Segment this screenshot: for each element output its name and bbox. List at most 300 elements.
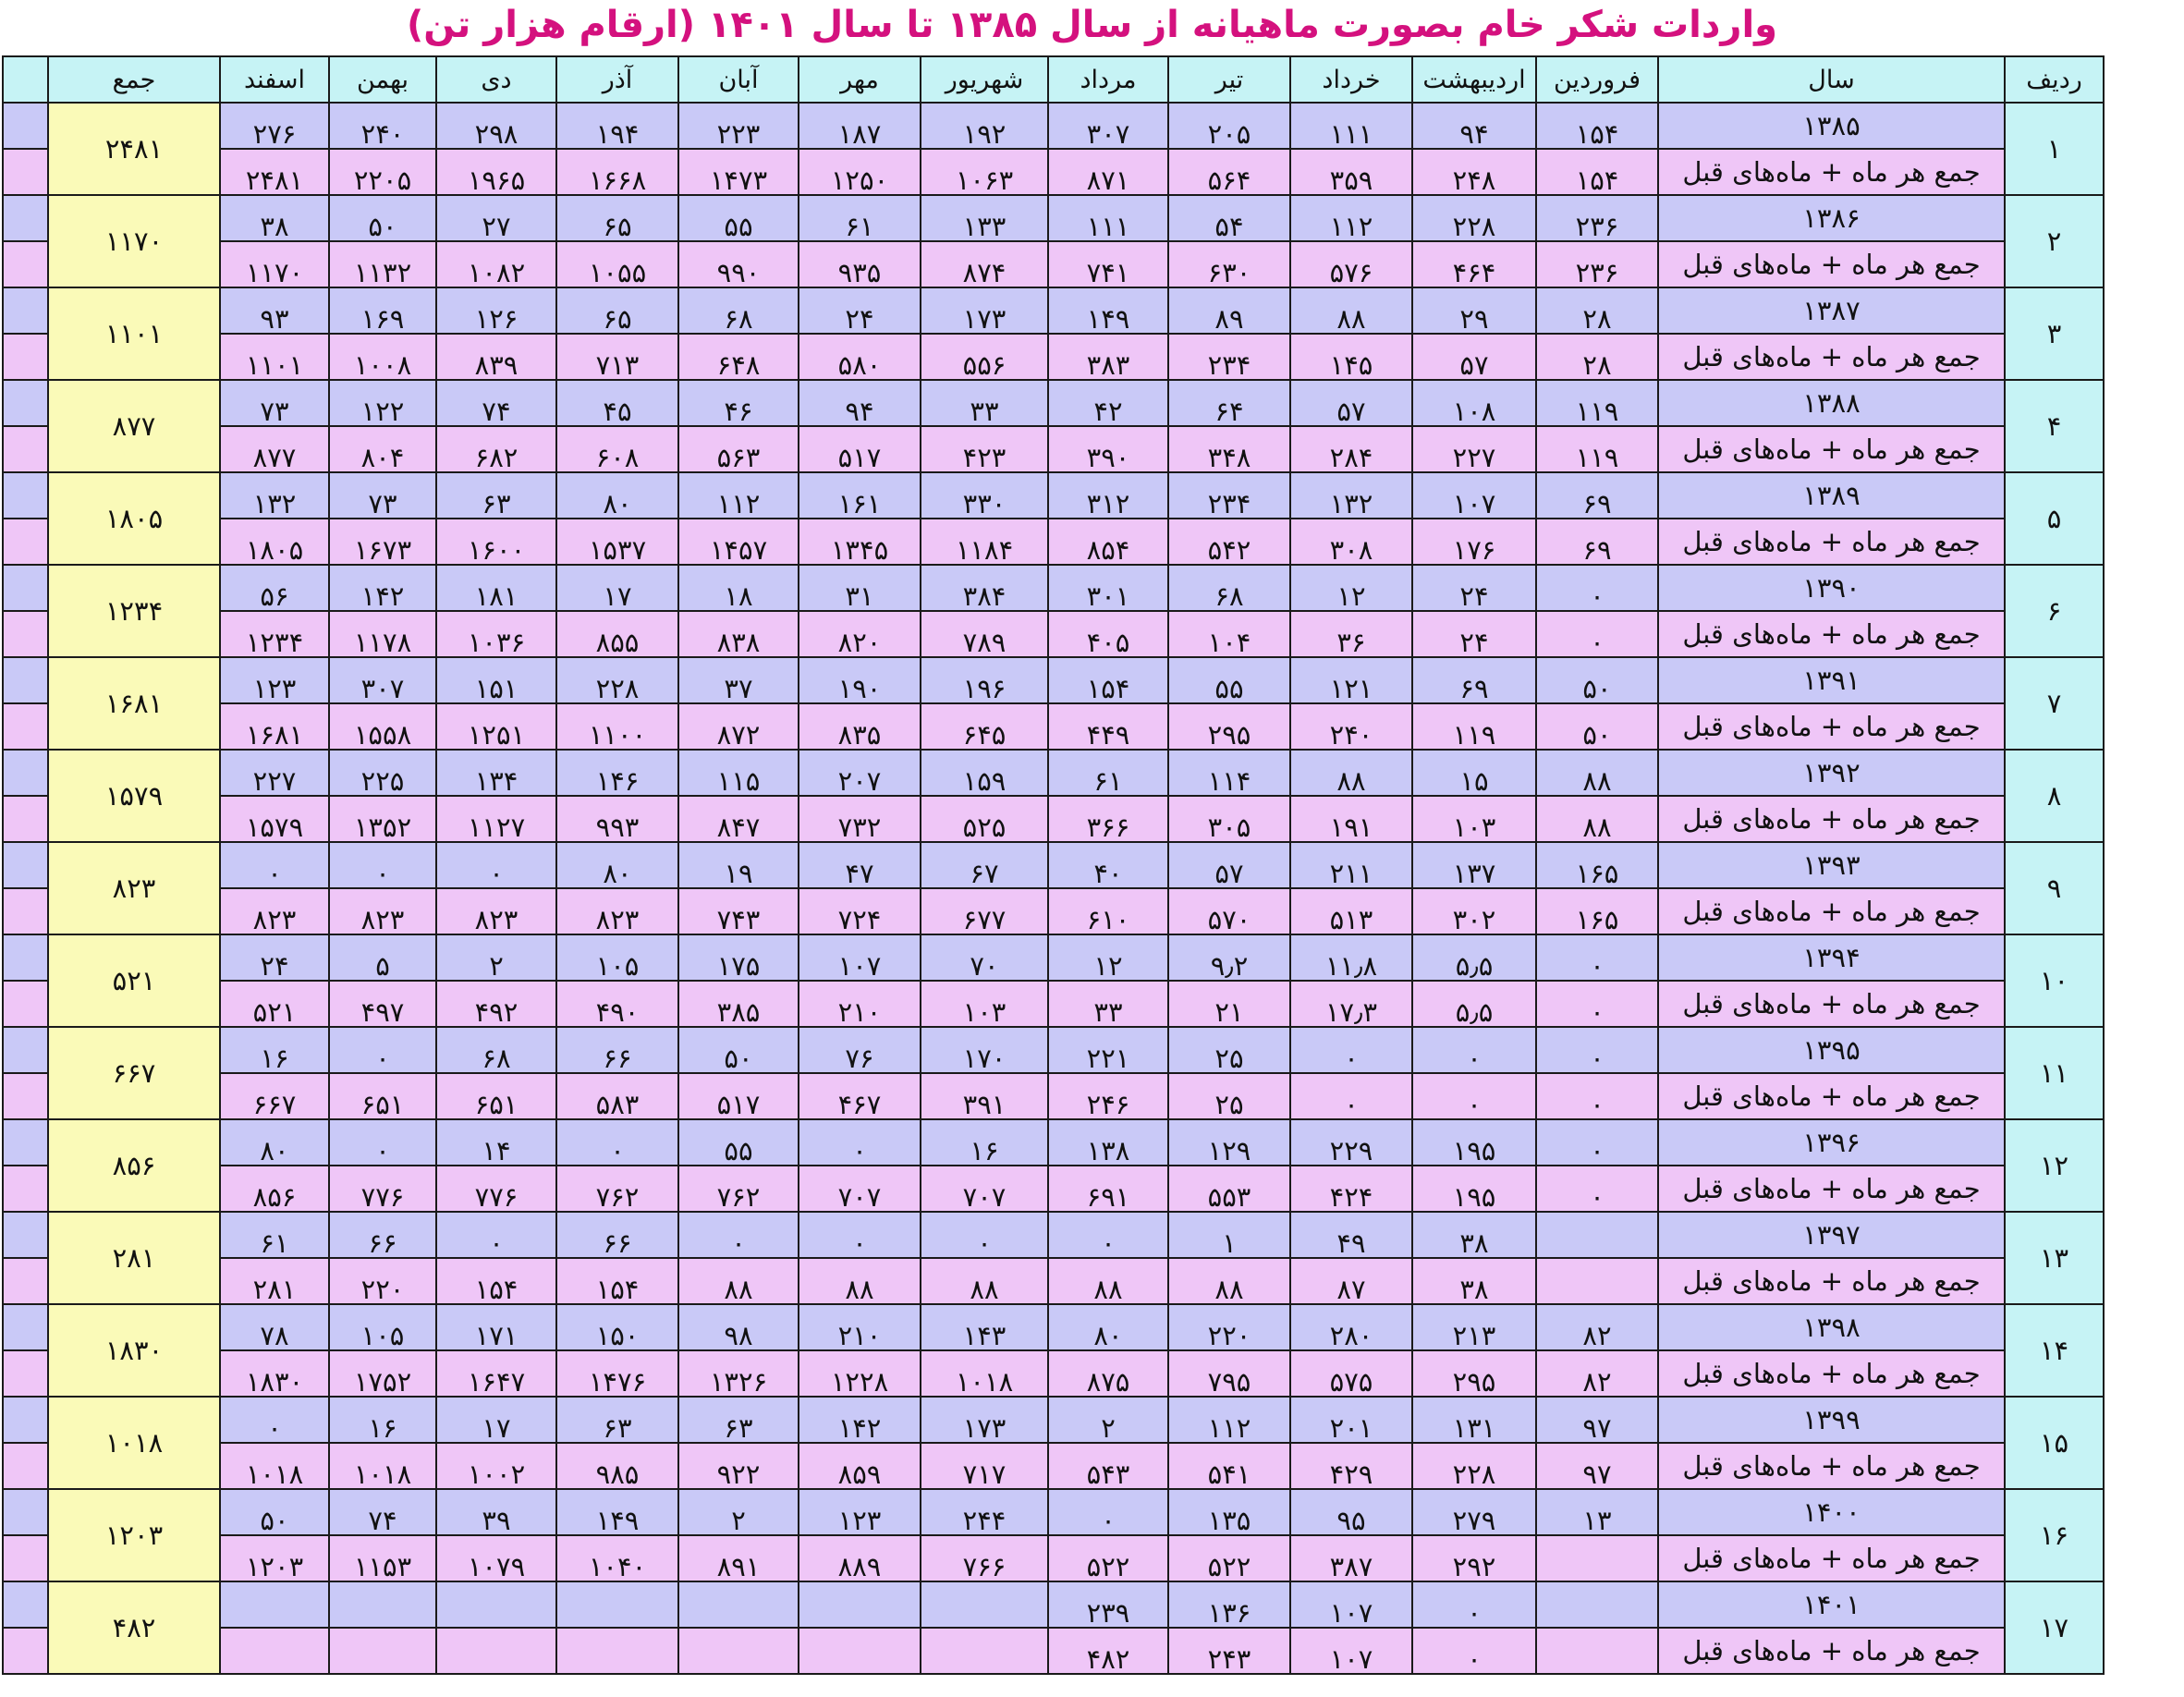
row-number-cell: ۱۰ <box>2005 934 2104 1027</box>
row-edge-cell <box>3 750 48 796</box>
monthly-value-cell: ۰ <box>1412 1027 1536 1073</box>
monthly-value-cell: ۰ <box>329 1027 436 1073</box>
monthly-value-cell: ۲۷۹ <box>1412 1489 1536 1535</box>
monthly-value-cell: ۱۳۲ <box>1290 472 1412 519</box>
header-month: مهر <box>799 56 921 103</box>
monthly-value-cell: ۱۰۵ <box>556 934 678 981</box>
header-month: اردیبهشت <box>1412 56 1536 103</box>
table-row-cumulative <box>3 241 2104 287</box>
cumulative-value-cell: ۱۹۵ <box>1412 1166 1536 1212</box>
row-edge-cell <box>3 1443 48 1489</box>
cumulative-value-cell: ۴۶۴ <box>1412 241 1536 287</box>
header-row-number: ردیف <box>2005 56 2104 103</box>
cumulative-value-cell: ۳۸ <box>1412 1258 1536 1304</box>
table-row-cumulative <box>3 1628 2104 1674</box>
table-row-year <box>3 1397 2104 1443</box>
cumulative-value-cell: ۱۴۵ <box>1290 334 1412 380</box>
monthly-value-cell: ۱۳۱ <box>1412 1397 1536 1443</box>
cumulative-value-cell: ۳۶ <box>1290 611 1412 657</box>
monthly-value-cell: ۲۲۷ <box>220 750 329 796</box>
monthly-value-cell: ۲۳۴ <box>1168 472 1290 519</box>
cumulative-value-cell: ۵۸۰ <box>799 334 921 380</box>
cumulative-value-cell: ۱۵۴ <box>1536 149 1658 195</box>
row-edge-cell <box>3 611 48 657</box>
header-row <box>3 56 2104 103</box>
cumulative-value-cell: ۱۱۷۰ <box>220 241 329 287</box>
monthly-value-cell: ۱۳۲ <box>220 472 329 519</box>
header-month: اسفند <box>220 56 329 103</box>
cumulative-value-cell: ۸۹۱ <box>678 1535 799 1581</box>
header-month: مرداد <box>1048 56 1168 103</box>
year-cell: ۱۳۹۳ <box>1658 842 2005 888</box>
total-cell: ۶۶۷ <box>48 1027 220 1119</box>
cumulative-value-cell: ۱۰۷۹ <box>436 1535 556 1581</box>
row-number-cell: ۱۵ <box>2005 1397 2104 1489</box>
monthly-value-cell: ۷۰ <box>921 934 1048 981</box>
cumulative-value-cell: ۷۱۷ <box>921 1443 1048 1489</box>
year-cell: ۱۳۹۵ <box>1658 1027 2005 1073</box>
monthly-value-cell: ۱ <box>1168 1212 1290 1258</box>
monthly-value-cell: ۶۹ <box>1536 472 1658 519</box>
cumulative-value-cell: ۱۰۰۸ <box>329 334 436 380</box>
cumulative-label-cell: جمع هر ماه + ماه‌های قبل <box>1658 149 2005 195</box>
monthly-value-cell: ۲۴۰ <box>329 103 436 149</box>
year-cell: ۱۳۸۷ <box>1658 287 2005 334</box>
cumulative-value-cell: ۲۴۸۱ <box>220 149 329 195</box>
year-cell: ۱۳۸۹ <box>1658 472 2005 519</box>
monthly-value-cell: ۱۳ <box>1536 1489 1658 1535</box>
monthly-value-cell: ۶۶ <box>329 1212 436 1258</box>
row-edge-cell <box>3 380 48 426</box>
cumulative-value-cell: ۴۹۰ <box>556 981 678 1027</box>
monthly-value-cell: ۳۱۲ <box>1048 472 1168 519</box>
total-cell: ۸۷۷ <box>48 380 220 472</box>
cumulative-value-cell: ۳۶۶ <box>1048 796 1168 842</box>
monthly-value-cell: ۳۰۷ <box>329 657 436 703</box>
cumulative-value-cell: ۳۸۵ <box>678 981 799 1027</box>
cumulative-value-cell: ۹۹۰ <box>678 241 799 287</box>
cumulative-value-cell <box>329 1628 436 1674</box>
monthly-value-cell: ۱۱۴ <box>1168 750 1290 796</box>
cumulative-value-cell: ۲۴۸ <box>1412 149 1536 195</box>
table-row-cumulative <box>3 1073 2104 1119</box>
monthly-value-cell: ۲۰۱ <box>1290 1397 1412 1443</box>
monthly-value-cell: ۸۸ <box>1290 750 1412 796</box>
monthly-value-cell: ۱۹ <box>678 842 799 888</box>
cumulative-value-cell: ۶۳۰ <box>1168 241 1290 287</box>
cumulative-value-cell: ۹۸۵ <box>556 1443 678 1489</box>
monthly-value-cell: ۱۲۳ <box>799 1489 921 1535</box>
cumulative-value-cell: ۵٫۵ <box>1412 981 1536 1027</box>
cumulative-value-cell: ۸۲۰ <box>799 611 921 657</box>
row-number-cell: ۷ <box>2005 657 2104 750</box>
cumulative-value-cell: ۵۷۵ <box>1290 1350 1412 1397</box>
cumulative-label-cell: جمع هر ماه + ماه‌های قبل <box>1658 1535 2005 1581</box>
monthly-value-cell: ۸۰ <box>556 472 678 519</box>
monthly-value-cell: ۲۲۸ <box>1412 195 1536 241</box>
monthly-value-cell: ۵۵ <box>678 195 799 241</box>
cumulative-value-cell: ۵۵۶ <box>921 334 1048 380</box>
cumulative-value-cell: ۱۰۰۲ <box>436 1443 556 1489</box>
cumulative-value-cell: ۸۲۳ <box>329 888 436 934</box>
monthly-value-cell: ۱۲۲ <box>329 380 436 426</box>
cumulative-value-cell: ۱۲۵۱ <box>436 703 556 750</box>
year-cell: ۱۳۸۵ <box>1658 103 2005 149</box>
row-number-cell: ۱ <box>2005 103 2104 195</box>
cumulative-value-cell: ۶۰۸ <box>556 426 678 472</box>
monthly-value-cell: ۲۲۹ <box>1290 1119 1412 1166</box>
cumulative-value-cell: ۵۶۳ <box>678 426 799 472</box>
cumulative-value-cell: ۰ <box>1536 611 1658 657</box>
monthly-value-cell: ۱۱٫۸ <box>1290 934 1412 981</box>
monthly-value-cell: ۱۳۵ <box>1168 1489 1290 1535</box>
table-row-year <box>3 1581 2104 1628</box>
monthly-value-cell: ۱۶ <box>921 1119 1048 1166</box>
row-edge-cell <box>3 103 48 149</box>
cumulative-value-cell: ۸۲۳ <box>436 888 556 934</box>
monthly-value-cell: ۱۵۹ <box>921 750 1048 796</box>
monthly-value-cell: ۱۴۳ <box>921 1304 1048 1350</box>
monthly-value-cell: ۱۶۹ <box>329 287 436 334</box>
table-row-cumulative <box>3 149 2104 195</box>
monthly-value-cell: ۵۰ <box>1536 657 1658 703</box>
monthly-value-cell: ۱۷ <box>436 1397 556 1443</box>
cumulative-value-cell: ۱۰۳ <box>921 981 1048 1027</box>
cumulative-value-cell: ۱۰۳۶ <box>436 611 556 657</box>
monthly-value-cell: ۱۲۶ <box>436 287 556 334</box>
monthly-value-cell: ۹۴ <box>1412 103 1536 149</box>
cumulative-value-cell: ۷۶۶ <box>921 1535 1048 1581</box>
monthly-value-cell: ۱۱۵ <box>678 750 799 796</box>
monthly-value-cell: ۱۷۰ <box>921 1027 1048 1073</box>
page-title: واردات شکر خام بصورت ماهیانه از سال ۱۳۸۵ تا سال ۱۴۰۱ (ارقام هزار تن) <box>406 4 1778 46</box>
table-row-cumulative <box>3 611 2104 657</box>
cumulative-value-cell: ۹۳۵ <box>799 241 921 287</box>
cumulative-value-cell: ۳۴۸ <box>1168 426 1290 472</box>
year-cell: ۱۴۰۰ <box>1658 1489 2005 1535</box>
cumulative-value-cell: ۱۲۵۰ <box>799 149 921 195</box>
row-number-cell: ۳ <box>2005 287 2104 380</box>
total-cell: ۴۸۲ <box>48 1581 220 1674</box>
total-cell: ۸۵۶ <box>48 1119 220 1212</box>
monthly-value-cell <box>220 1581 329 1628</box>
monthly-value-cell <box>1536 1212 1658 1258</box>
monthly-value-cell: ۱۰۷ <box>1412 472 1536 519</box>
table-row-cumulative <box>3 334 2104 380</box>
monthly-value-cell: ۳۸۴ <box>921 565 1048 611</box>
row-edge-cell <box>3 565 48 611</box>
cumulative-value-cell: ۶۹۱ <box>1048 1166 1168 1212</box>
cumulative-value-cell: ۱۵۴ <box>436 1258 556 1304</box>
cumulative-value-cell: ۱۰۱۸ <box>921 1350 1048 1397</box>
cumulative-value-cell: ۱۱۹ <box>1412 703 1536 750</box>
table-row-year <box>3 195 2104 241</box>
monthly-value-cell: ۹٫۲ <box>1168 934 1290 981</box>
row-edge-cell <box>3 934 48 981</box>
monthly-value-cell <box>921 1581 1048 1628</box>
year-cell: ۱۳۹۲ <box>1658 750 2005 796</box>
table-row-year <box>3 750 2104 796</box>
table-row-year <box>3 842 2104 888</box>
total-cell: ۱۰۱۸ <box>48 1397 220 1489</box>
cumulative-value-cell: ۵۰ <box>1536 703 1658 750</box>
row-number-cell: ۶ <box>2005 565 2104 657</box>
cumulative-value-cell: ۷۴۳ <box>678 888 799 934</box>
year-cell: ۱۳۹۹ <box>1658 1397 2005 1443</box>
monthly-value-cell: ۲۱۳ <box>1412 1304 1536 1350</box>
header-edge <box>3 56 48 103</box>
row-edge-cell <box>3 241 48 287</box>
cumulative-value-cell: ۶۶۷ <box>220 1073 329 1119</box>
row-edge-cell <box>3 1304 48 1350</box>
monthly-value-cell: ۵۵ <box>1168 657 1290 703</box>
total-cell: ۱۱۰۱ <box>48 287 220 380</box>
row-edge-cell <box>3 1119 48 1166</box>
monthly-value-cell: ۱۰۸ <box>1412 380 1536 426</box>
cumulative-value-cell: ۸۸ <box>678 1258 799 1304</box>
cumulative-value-cell: ۱۹۶۵ <box>436 149 556 195</box>
table-row-cumulative <box>3 1350 2104 1397</box>
cumulative-value-cell: ۱۸۰۵ <box>220 519 329 565</box>
cumulative-value-cell: ۸۲۳ <box>220 888 329 934</box>
cumulative-value-cell: ۲۸ <box>1536 334 1658 380</box>
cumulative-value-cell: ۸۳۸ <box>678 611 799 657</box>
row-edge-cell <box>3 426 48 472</box>
year-cell: ۱۳۹۷ <box>1658 1212 2005 1258</box>
cumulative-value-cell: ۷۹۵ <box>1168 1350 1290 1397</box>
header-total: جمع <box>48 56 220 103</box>
monthly-value-cell: ۶۸ <box>436 1027 556 1073</box>
monthly-value-cell: ۲۴۴ <box>921 1489 1048 1535</box>
monthly-value-cell: ۲۲۱ <box>1048 1027 1168 1073</box>
monthly-value-cell: ۳۷ <box>678 657 799 703</box>
monthly-value-cell: ۷۸ <box>220 1304 329 1350</box>
year-cell: ۱۳۸۶ <box>1658 195 2005 241</box>
row-edge-cell <box>3 981 48 1027</box>
row-edge-cell <box>3 842 48 888</box>
monthly-value-cell: ۴۰ <box>1048 842 1168 888</box>
monthly-value-cell: ۰ <box>220 842 329 888</box>
monthly-value-cell: ۲۴ <box>1412 565 1536 611</box>
row-number-cell: ۱۲ <box>2005 1119 2104 1212</box>
monthly-value-cell: ۷۳ <box>220 380 329 426</box>
cumulative-value-cell <box>921 1628 1048 1674</box>
monthly-value-cell: ۱۰۵ <box>329 1304 436 1350</box>
cumulative-value-cell: ۱۵۳۷ <box>556 519 678 565</box>
cumulative-value-cell: ۴۶۷ <box>799 1073 921 1119</box>
cumulative-value-cell: ۱۰۳ <box>1412 796 1536 842</box>
cumulative-value-cell: ۵۷ <box>1412 334 1536 380</box>
monthly-value-cell <box>556 1581 678 1628</box>
monthly-value-cell: ۲۰۷ <box>799 750 921 796</box>
total-cell: ۱۲۳۴ <box>48 565 220 657</box>
cumulative-value-cell: ۶۴۸ <box>678 334 799 380</box>
cumulative-value-cell: ۱۰۴ <box>1168 611 1290 657</box>
cumulative-value-cell: ۳۵۹ <box>1290 149 1412 195</box>
monthly-value-cell: ۱۳۷ <box>1412 842 1536 888</box>
cumulative-value-cell: ۲۴۰ <box>1290 703 1412 750</box>
monthly-value-cell: ۰ <box>1536 1119 1658 1166</box>
cumulative-value-cell: ۸۲ <box>1536 1350 1658 1397</box>
monthly-value-cell: ۱۶ <box>329 1397 436 1443</box>
monthly-value-cell: ۱۹۰ <box>799 657 921 703</box>
cumulative-value-cell <box>799 1628 921 1674</box>
cumulative-value-cell: ۱۰۸۲ <box>436 241 556 287</box>
total-cell: ۱۶۸۱ <box>48 657 220 750</box>
table-body <box>3 103 2104 1674</box>
table-row-year <box>3 1489 2104 1535</box>
monthly-value-cell: ۵ <box>329 934 436 981</box>
cumulative-value-cell: ۲۸۴ <box>1290 426 1412 472</box>
monthly-value-cell: ۲۲۳ <box>678 103 799 149</box>
monthly-value-cell: ۶۳ <box>678 1397 799 1443</box>
monthly-value-cell: ۴۷ <box>799 842 921 888</box>
cumulative-value-cell: ۳۰۲ <box>1412 888 1536 934</box>
table-row-year <box>3 1027 2104 1073</box>
cumulative-value-cell: ۱۵۷۹ <box>220 796 329 842</box>
monthly-value-cell: ۰ <box>799 1119 921 1166</box>
cumulative-label-cell: جمع هر ماه + ماه‌های قبل <box>1658 888 2005 934</box>
monthly-value-cell: ۲۷۶ <box>220 103 329 149</box>
cumulative-value-cell: ۵۲۲ <box>1048 1535 1168 1581</box>
cumulative-value-cell: ۵۲۲ <box>1168 1535 1290 1581</box>
cumulative-value-cell: ۰ <box>1536 1073 1658 1119</box>
monthly-value-cell: ۱۷۵ <box>678 934 799 981</box>
row-number-cell: ۱۷ <box>2005 1581 2104 1674</box>
cumulative-value-cell: ۲۱ <box>1168 981 1290 1027</box>
cumulative-value-cell: ۳۸۷ <box>1290 1535 1412 1581</box>
cumulative-label-cell: جمع هر ماه + ماه‌های قبل <box>1658 703 2005 750</box>
monthly-value-cell: ۱۰۷ <box>1290 1581 1412 1628</box>
cumulative-value-cell: ۸۵۵ <box>556 611 678 657</box>
cumulative-value-cell: ۵۷۶ <box>1290 241 1412 287</box>
monthly-value-cell: ۳۸ <box>220 195 329 241</box>
row-number-cell: ۵ <box>2005 472 2104 565</box>
cumulative-value-cell: ۵۱۷ <box>799 426 921 472</box>
cumulative-value-cell: ۵۶۴ <box>1168 149 1290 195</box>
row-edge-cell <box>3 149 48 195</box>
table-row-cumulative <box>3 519 2104 565</box>
cumulative-value-cell: ۲۲۰ <box>329 1258 436 1304</box>
cumulative-value-cell: ۵۸۳ <box>556 1073 678 1119</box>
cumulative-value-cell: ۱۱۹ <box>1536 426 1658 472</box>
cumulative-value-cell: ۹۹۳ <box>556 796 678 842</box>
monthly-value-cell: ۴۲ <box>1048 380 1168 426</box>
monthly-value-cell: ۰ <box>678 1212 799 1258</box>
cumulative-value-cell: ۵۵۳ <box>1168 1166 1290 1212</box>
cumulative-value-cell: ۳۰۸ <box>1290 519 1412 565</box>
cumulative-value-cell: ۳۸۳ <box>1048 334 1168 380</box>
monthly-value-cell: ۱۶۵ <box>1536 842 1658 888</box>
total-cell: ۸۲۳ <box>48 842 220 934</box>
monthly-value-cell: ۶۸ <box>1168 565 1290 611</box>
monthly-value-cell: ۶۸ <box>678 287 799 334</box>
monthly-value-cell: ۰ <box>556 1119 678 1166</box>
cumulative-label-cell: جمع هر ماه + ماه‌های قبل <box>1658 1350 2005 1397</box>
cumulative-value-cell: ۱۵۴ <box>556 1258 678 1304</box>
cumulative-value-cell: ۱۷٫۳ <box>1290 981 1412 1027</box>
cumulative-value-cell: ۲۹۵ <box>1168 703 1290 750</box>
cumulative-value-cell: ۱۱۷۸ <box>329 611 436 657</box>
monthly-value-cell: ۸۹ <box>1168 287 1290 334</box>
cumulative-value-cell: ۱۸۳۰ <box>220 1350 329 1397</box>
cumulative-value-cell: ۱۹۱ <box>1290 796 1412 842</box>
cumulative-value-cell: ۱۶۰۰ <box>436 519 556 565</box>
table-row-cumulative <box>3 1443 2104 1489</box>
monthly-value-cell: ۵۰ <box>220 1489 329 1535</box>
cumulative-value-cell: ۴۲۹ <box>1290 1443 1412 1489</box>
monthly-value-cell: ۱۸۱ <box>436 565 556 611</box>
cumulative-value-cell <box>1536 1535 1658 1581</box>
cumulative-value-cell: ۷۴۱ <box>1048 241 1168 287</box>
monthly-value-cell: ۷۶ <box>799 1027 921 1073</box>
monthly-value-cell: ۱۵۱ <box>436 657 556 703</box>
monthly-value-cell: ۰ <box>921 1212 1048 1258</box>
monthly-value-cell: ۱۱۱ <box>1290 103 1412 149</box>
table-row-year <box>3 1304 2104 1350</box>
cumulative-value-cell: ۷۶۲ <box>556 1166 678 1212</box>
cumulative-value-cell: ۸۸ <box>1048 1258 1168 1304</box>
cumulative-value-cell: ۵۲۵ <box>921 796 1048 842</box>
monthly-value-cell: ۹۴ <box>799 380 921 426</box>
cumulative-value-cell: ۴۹۲ <box>436 981 556 1027</box>
row-edge-cell <box>3 1258 48 1304</box>
monthly-value-cell: ۱۴۲ <box>799 1397 921 1443</box>
cumulative-value-cell <box>220 1628 329 1674</box>
cumulative-value-cell: ۱۱۸۴ <box>921 519 1048 565</box>
cumulative-value-cell: ۸۴۷ <box>678 796 799 842</box>
monthly-value-cell: ۲۳۹ <box>1048 1581 1168 1628</box>
total-cell: ۵۲۱ <box>48 934 220 1027</box>
monthly-value-cell: ۱۲۱ <box>1290 657 1412 703</box>
row-edge-cell <box>3 472 48 519</box>
row-edge-cell <box>3 519 48 565</box>
header-month: آذر <box>556 56 678 103</box>
cumulative-value-cell: ۴۲۴ <box>1290 1166 1412 1212</box>
cumulative-value-cell: ۷۲۴ <box>799 888 921 934</box>
monthly-value-cell: ۵٫۵ <box>1412 934 1536 981</box>
monthly-value-cell: ۱۲۹ <box>1168 1119 1290 1166</box>
monthly-value-cell: ۱۱۲ <box>1168 1397 1290 1443</box>
cumulative-value-cell <box>678 1628 799 1674</box>
monthly-value-cell: ۶۶ <box>556 1212 678 1258</box>
monthly-value-cell <box>1536 1581 1658 1628</box>
cumulative-label-cell: جمع هر ماه + ماه‌های قبل <box>1658 1443 2005 1489</box>
cumulative-value-cell: ۱۰۱۸ <box>220 1443 329 1489</box>
monthly-value-cell: ۸۰ <box>556 842 678 888</box>
cumulative-value-cell: ۸۳۹ <box>436 334 556 380</box>
year-cell: ۱۳۹۱ <box>1658 657 2005 703</box>
row-edge-cell <box>3 1166 48 1212</box>
row-edge-cell <box>3 1489 48 1535</box>
monthly-value-cell: ۰ <box>1048 1489 1168 1535</box>
row-number-cell: ۴ <box>2005 380 2104 472</box>
cumulative-value-cell: ۵۴۳ <box>1048 1443 1168 1489</box>
cumulative-value-cell: ۵۷۰ <box>1168 888 1290 934</box>
cumulative-value-cell: ۸۵۹ <box>799 1443 921 1489</box>
year-cell: ۱۳۸۸ <box>1658 380 2005 426</box>
cumulative-value-cell: ۲۴ <box>1412 611 1536 657</box>
row-edge-cell <box>3 657 48 703</box>
cumulative-value-cell: ۷۷۶ <box>436 1166 556 1212</box>
monthly-value-cell: ۱۴۹ <box>1048 287 1168 334</box>
cumulative-value-cell: ۸۵۶ <box>220 1166 329 1212</box>
cumulative-value-cell: ۷۰۷ <box>799 1166 921 1212</box>
sugar-import-table <box>2 55 2105 1675</box>
cumulative-value-cell: ۸۵۴ <box>1048 519 1168 565</box>
monthly-value-cell: ۹۵ <box>1290 1489 1412 1535</box>
cumulative-value-cell <box>1536 1258 1658 1304</box>
